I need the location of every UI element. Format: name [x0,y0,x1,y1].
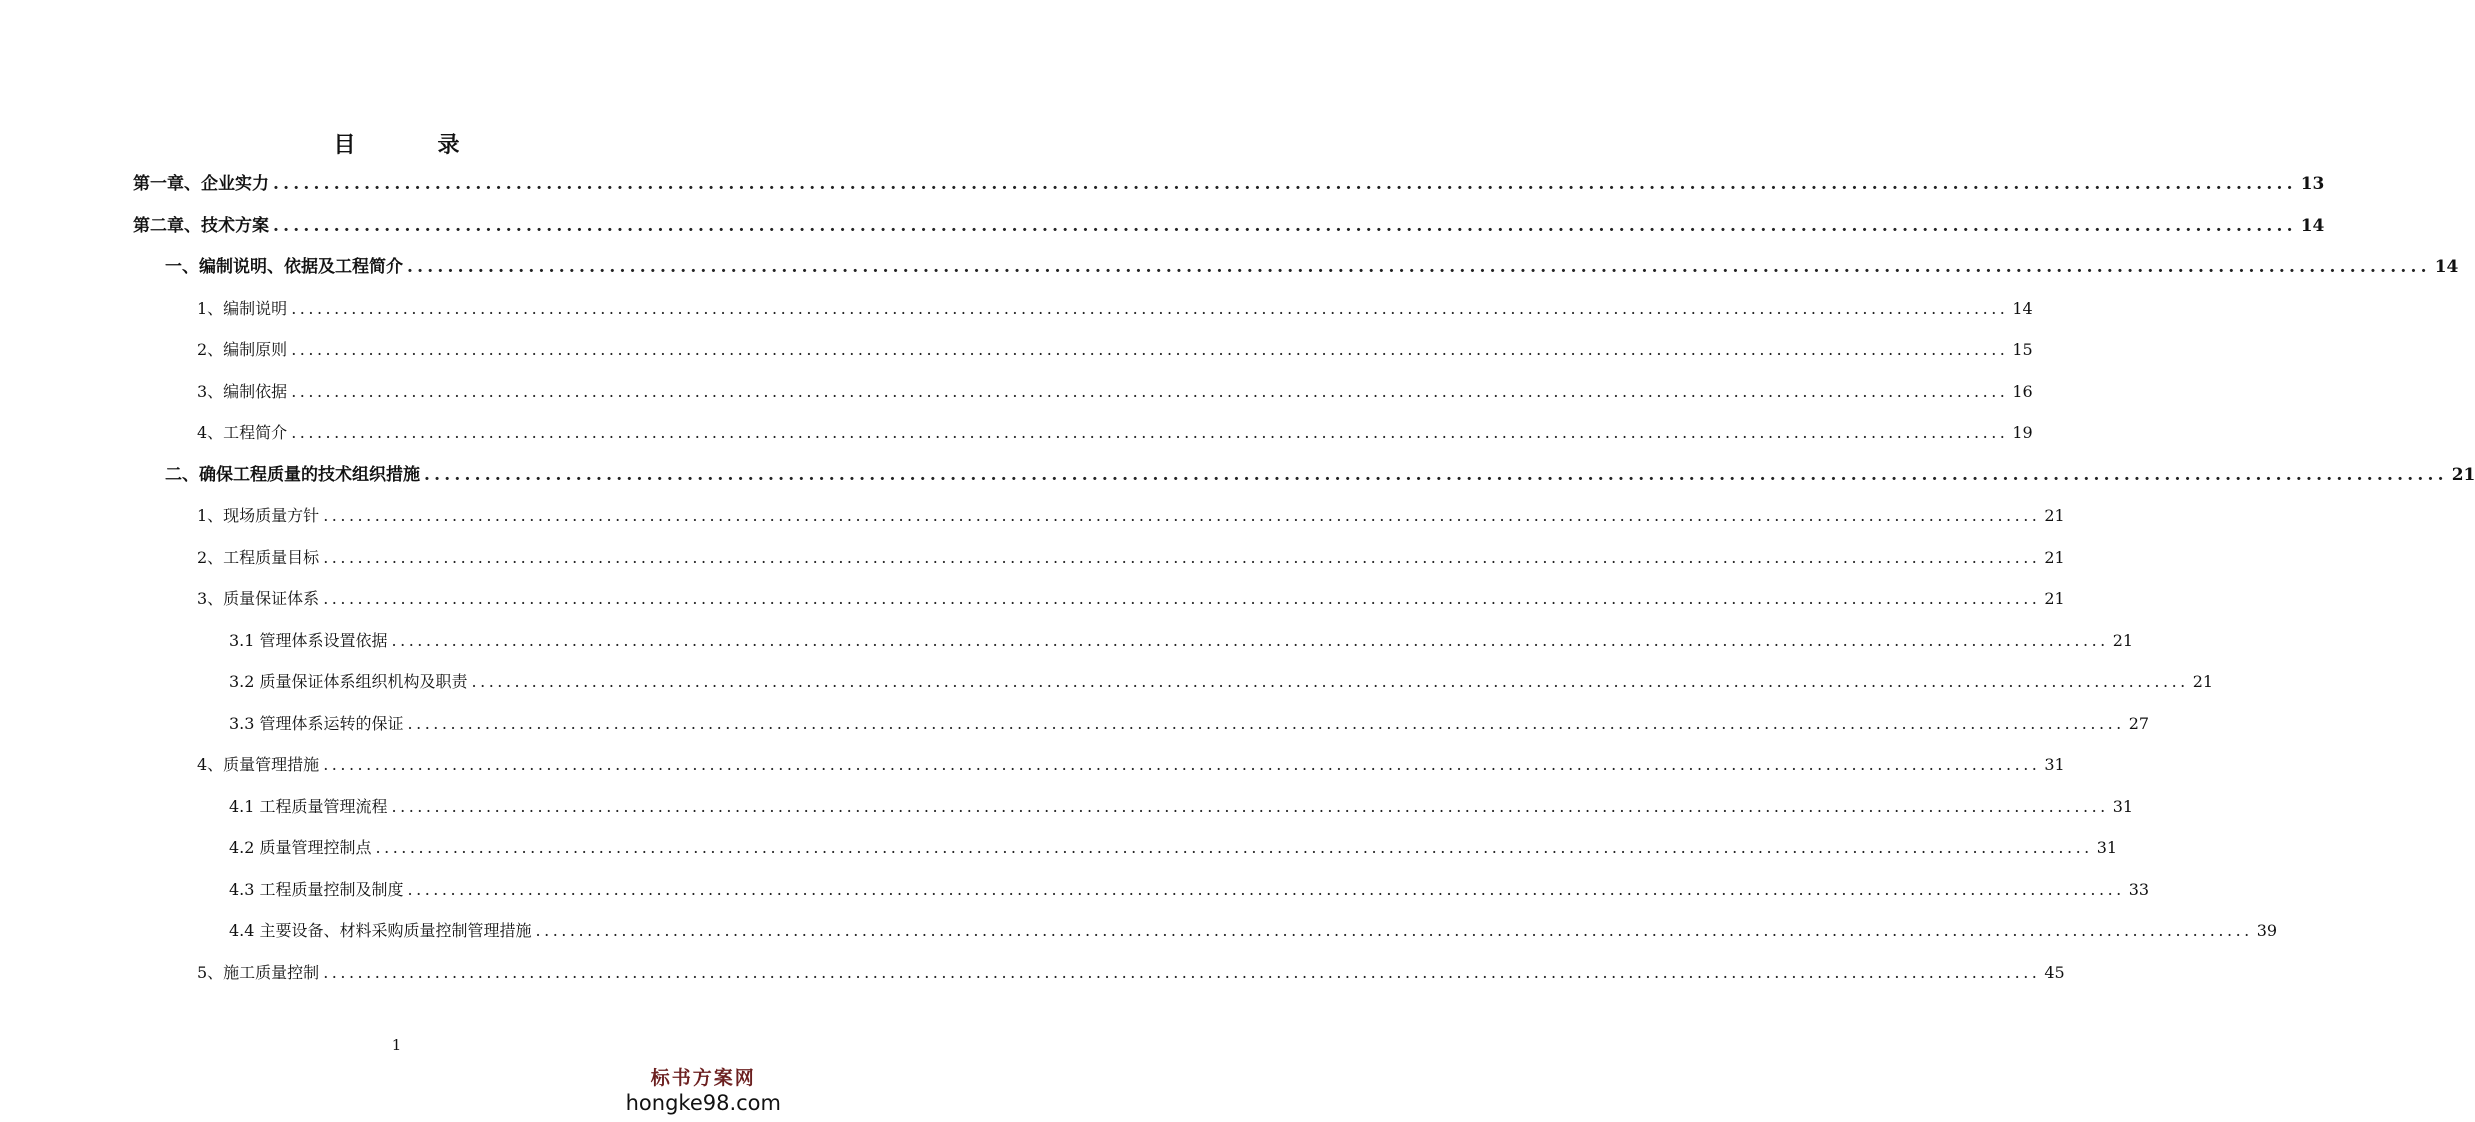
toc-leader-dots: ........................................................................................................................................................................................................ [291,423,2009,442]
toc-entry-page: 14 [2434,257,2459,277]
toc-entry[interactable] [133,212,2325,240]
toc-leader-dots: ........................................................................................................................................................................................................ [291,381,2009,401]
toc-entry[interactable] [197,544,2065,572]
toc-leader-dots: ........................................................................................................................................................................................................ [291,298,2009,318]
toc-leader-dots: ........................................................................................................................................................................................................ [375,838,2093,857]
toc-entry[interactable] [197,336,2033,364]
toc-entry-label: 3.3 管理体系运转的保证 [229,713,404,733]
toc-leader-dots: ........................................................................................................................................................................................................ [391,630,2109,650]
toc-entry[interactable] [229,917,2278,945]
toc-entry[interactable] [197,585,2065,613]
toc-entry-page: 14 [2300,215,2325,236]
toc-entry-page: 27 [2128,713,2150,733]
toc-entry[interactable] [165,253,2459,281]
toc-entry-page: 21 [2112,630,2134,650]
toc-leader-dots: ........................................................................................................................................................................................................ [323,589,2041,608]
toc-entry-page: 33 [2128,879,2150,899]
toc-entry[interactable] [197,751,2065,779]
toc-entry[interactable] [197,502,2065,530]
toc-entry-label: 二、确保工程质量的技术组织措施 [165,464,420,485]
toc-entry-page: 21 [2451,464,2475,485]
toc-leader-dots: ........................................................................................................................................................................................................ [273,215,2297,236]
toc-entry[interactable] [229,876,2150,904]
toc-leader-dots: ........................................................................................................................................................................................................ [323,962,2041,982]
toc-leader-dots: ........................................................................................................................................................................................................ [323,755,2041,774]
toc-entry-label: 3.1 管理体系设置依据 [229,630,388,650]
toc-entry-label: 第一章、企业实力 [133,174,269,194]
toc-entry-label: 4.3 工程质量控制及制度 [229,879,404,899]
toc-leader-dots: ........................................................................................................................................................................................................ [471,672,2189,691]
toc-entry-label: 1、编制说明 [197,298,288,318]
toc-entry[interactable] [229,834,2118,862]
toc-leader-dots: ........................................................................................................................................................................................................ [291,340,2009,359]
toc-entry-label: 3.2 质量保证体系组织机构及职责 [229,672,468,691]
toc-entry-label: 2、编制原则 [197,340,288,359]
page-number: 1 [391,1036,402,1054]
toc-entry-label: 4、工程简介 [197,423,288,442]
toc-entry[interactable] [165,461,2475,489]
toc-entry-label: 3、编制依据 [197,381,288,401]
toc-entry-page: 13 [2300,174,2325,194]
toc-entry-label: 2、工程质量目标 [197,547,320,567]
toc-leader-dots: ........................................................................................................................................................................................................ [391,796,2109,816]
toc-entry-label: 5、施工质量控制 [197,962,320,982]
toc-entry-label: 一、编制说明、依据及工程简介 [165,257,403,277]
toc-entry-page: 39 [2256,921,2278,940]
watermark [626,1066,781,1116]
toc-entry-label: 1、现场质量方针 [197,506,320,525]
toc-leader-dots: ........................................................................................................................................................................................................ [424,464,2448,485]
toc-entry-page: 21 [2192,672,2214,691]
toc-entry[interactable] [197,295,2033,323]
toc-entry[interactable] [229,793,2134,821]
toc-entry-label: 4、质量管理措施 [197,755,320,774]
toc-entry-page: 31 [2112,796,2134,816]
toc-title: 目 录 [333,132,490,158]
watermark-text: 标书方案网 [650,1067,756,1089]
toc-entry-page: 45 [2044,962,2065,982]
toc-leader-dots: ........................................................................................................................................................................................................ [323,506,2041,525]
toc-entry[interactable] [197,959,2065,987]
toc-entry-page: 21 [2044,547,2065,567]
toc-entry-label: 4.4 主要设备、材料采购质量控制管理措施 [229,921,532,940]
toc-entry-label: 3、质量保证体系 [197,589,320,608]
toc-leader-dots: ........................................................................................................................................................................................................ [323,547,2041,567]
toc-entry-page: 21 [2044,506,2065,525]
toc-entry-page: 14 [2012,298,2033,318]
toc-entry-label: 4.2 质量管理控制点 [229,838,372,857]
toc-entry-label: 第二章、技术方案 [133,215,269,236]
toc-entry-label: 4.1 工程质量管理流程 [229,796,388,816]
toc-entry-page: 31 [2096,838,2118,857]
toc-leader-dots: ........................................................................................................................................................................................................ [407,713,2125,733]
toc-entry-page: 16 [2012,381,2033,401]
toc-entry-page: 21 [2044,589,2065,608]
toc-leader-dots: ........................................................................................................................................................................................................ [407,257,2431,277]
toc-entry-page: 15 [2012,340,2033,359]
toc-entry[interactable] [197,378,2033,406]
watermark-url: hongke98.com [625,1091,781,1115]
toc-leader-dots: ........................................................................................................................................................................................................ [535,921,2253,940]
toc-entry[interactable] [229,710,2150,738]
toc-leader-dots: ........................................................................................................................................................................................................ [407,879,2125,899]
toc-entry-page: 31 [2044,755,2065,774]
toc-entry-page: 19 [2012,423,2033,442]
toc-entry[interactable] [229,627,2134,655]
toc-leader-dots: ........................................................................................................................................................................................................ [273,174,2297,194]
toc-entry[interactable] [229,668,2214,696]
toc-entry[interactable] [197,419,2033,447]
toc-entry[interactable] [133,170,2325,198]
